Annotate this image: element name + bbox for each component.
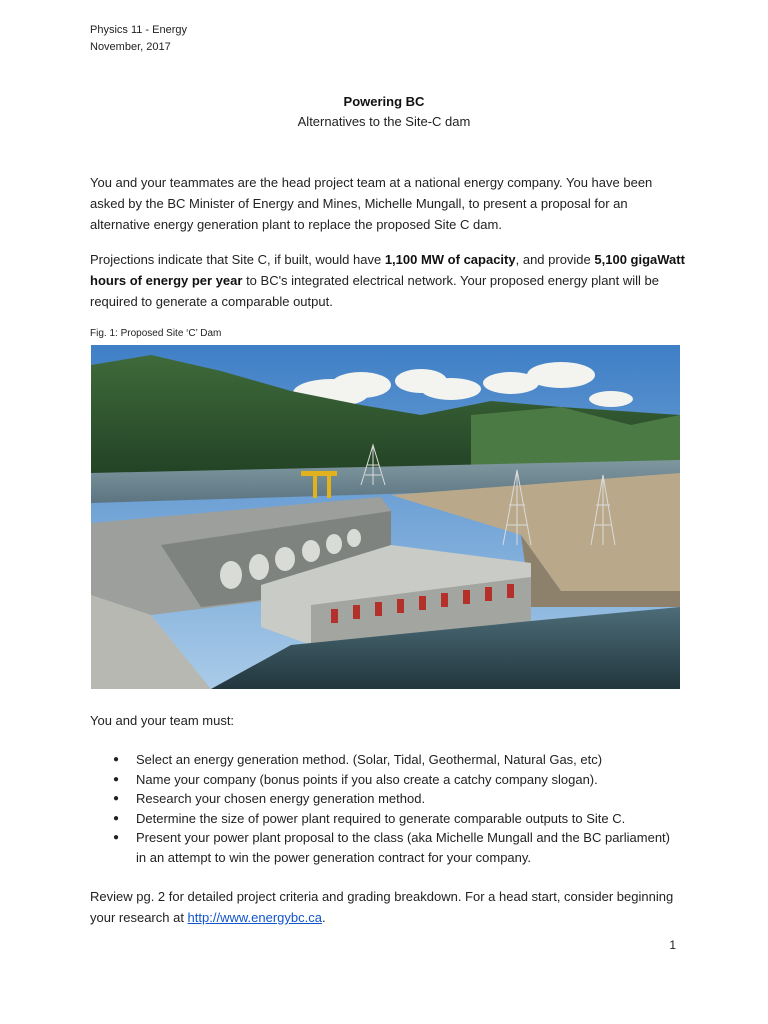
course-label: Physics 11 - Energy — [90, 24, 188, 36]
projection-text-1: Projections indicate that Site C, if built, would have — [90, 252, 385, 267]
review-end: . — [321, 910, 326, 925]
list-item — [110, 828, 680, 867]
team-intro: You and your team must: — [90, 713, 235, 728]
task-text: Select an energy generation method. (Solar, Tidal, Geothermal, Natural Gas, etc) — [136, 752, 603, 767]
energybc-link[interactable]: http://www.energybc.ca — [187, 910, 322, 925]
capacity-value: 1,100 MW of capacity — [384, 252, 516, 267]
bullet-icon: ● — [113, 812, 120, 824]
review-paragraph — [90, 886, 690, 928]
date-label: November, 2017 — [90, 41, 171, 53]
task-text: Present your power plant proposal to the class (aka Michelle Mungall and the BC parliament) in an attempt to win the power generation contract for your company. — [136, 830, 670, 865]
page-title: Powering BC — [343, 94, 425, 109]
list-item — [110, 770, 680, 790]
projection-text-2: , and provide — [515, 252, 595, 267]
task-text: Research your chosen energy generation method. — [136, 791, 426, 806]
dam-rendering-image — [91, 345, 680, 689]
task-text: Name your company (bonus points if you also create a catchy company slogan). — [136, 771, 598, 787]
bullet-icon: ● — [113, 754, 120, 765]
page-subtitle: Alternatives to the Site-C dam — [297, 114, 471, 129]
figure-caption: Fig. 1: Proposed Site ‘C’ Dam — [90, 328, 222, 339]
bullet-icon: ● — [113, 832, 120, 843]
intro-paragraph: You and your teammates are the head project team at a national energy company. You have been asked by the BC Minister of Energy and Mines, Michelle Mungall, to present a proposal for an alternative energy generation plant to replace the proposed Site C dam. — [90, 175, 653, 232]
page-number: 1 — [669, 938, 676, 952]
list-item — [110, 789, 680, 809]
bullet-icon: ● — [113, 773, 120, 785]
bullet-icon: ● — [113, 793, 120, 804]
document-header — [90, 22, 187, 56]
projection-paragraph — [90, 249, 690, 312]
energy-value: 5,100 gigaWatt hours of energy per year — [90, 252, 685, 288]
task-list — [110, 750, 680, 867]
list-item — [110, 809, 680, 829]
projection-text-3: to BC's integrated electrical network. Your proposed energy plant will be required to generate a comparable output. — [90, 273, 660, 309]
task-text: Determine the size of power plant required to generate comparable outputs to Site C. — [136, 810, 626, 826]
list-item — [110, 750, 680, 770]
review-text: Review pg. 2 for detailed project criteria and grading breakdown. For a head start, consider beginning your research at — [90, 889, 674, 925]
